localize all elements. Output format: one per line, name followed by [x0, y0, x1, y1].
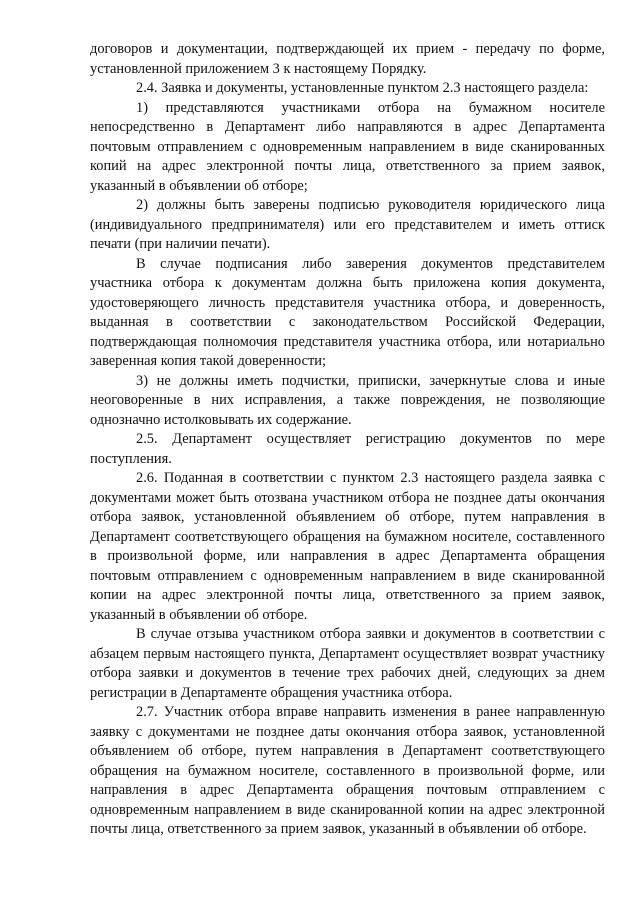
paragraph-2-6: 2.6. Поданная в соответствии с пунктом 2.3 настоящего раздела заявка с документами может быть отозвана участником отбора не позднее даты окончания отбора заявок, установленной объявлением об отборе, путем направления в Департамент соответствующего обращения на бумажном носителе, составленного в произвольной форме, или направления в адрес Департамента обращения почтовым отправлением с одновременным направлением в виде сканированной копии на адрес электронной почты лица, ответственного за прием заявок, указанный в объявлении об отборе. — [90, 470, 605, 623]
paragraph-withdrawal: В случае отзыва участником отбора заявки и документов в соответствии с абзацем первым настоящего пункта, Департамент осуществляет возврат участнику отбора заявки и документов в течение трех рабочих дней, следующих за днем регистрации в Департаменте обращения участника отбора. — [90, 626, 605, 701]
paragraph-2-4: 2.4. Заявка и документы, установленные пунктом 2.3 настоящего раздела: — [136, 80, 589, 96]
paragraph-2-4-item-3: 3) не должны иметь подчистки, приписки, зачеркнутые слова и иные неоговоренные в них исправления, а также повреждения, не позволяющие однозначно истолковывать их содержание. — [90, 372, 605, 428]
paragraph-continuation: договоров и документации, подтверждающей их прием - передачу по форме, установленной приложением 3 к настоящему Порядку. — [90, 41, 605, 77]
document-page — [90, 40, 605, 840]
paragraph-representative-signing: В случае подписания либо заверения документов представителем участника отбора к документам должна быть приложена копия документа, удостоверяющего личность представителя участника отбора, и доверенность, выданная в соответствии с законодательством Российской Федерации, подтверждающая полномочия представителя участника отбора, или нотариально заверенная копия такой доверенности; — [90, 255, 605, 369]
paragraph-2-4-item-1: 1) представляются участниками отбора на бумажном носителе непосредственно в Департамент либо направляются в адрес Департамента почтовым отправлением с одновременным направлением в виде сканированных копий на адрес электронной почты лица, ответственного за прием заявок, указанный в объявлении об отборе; — [90, 99, 605, 194]
paragraph-2-7: 2.7. Участник отбора вправе направить изменения в ранее направленную заявку с документами не позднее даты окончания отбора заявок, установленной объявлением об отборе, путем направления в Департамент соответствующего обращения на бумажном носителе, составленного в произвольной форме, или направления в адрес Департамента обращения почтовым отправлением с одновременным направлением в виде сканированной копии на адрес электронной почты лица, ответственного за прием заявок, указанный в объявлении об отборе. — [90, 704, 605, 837]
paragraph-2-5: 2.5. Департамент осуществляет регистрацию документов по мере поступления. — [90, 431, 605, 467]
paragraph-2-4-item-2: 2) должны быть заверены подписью руководителя юридического лица (индивидуального предпринимателя) или его представителем и иметь оттиск печати (при наличии печати). — [90, 197, 605, 252]
